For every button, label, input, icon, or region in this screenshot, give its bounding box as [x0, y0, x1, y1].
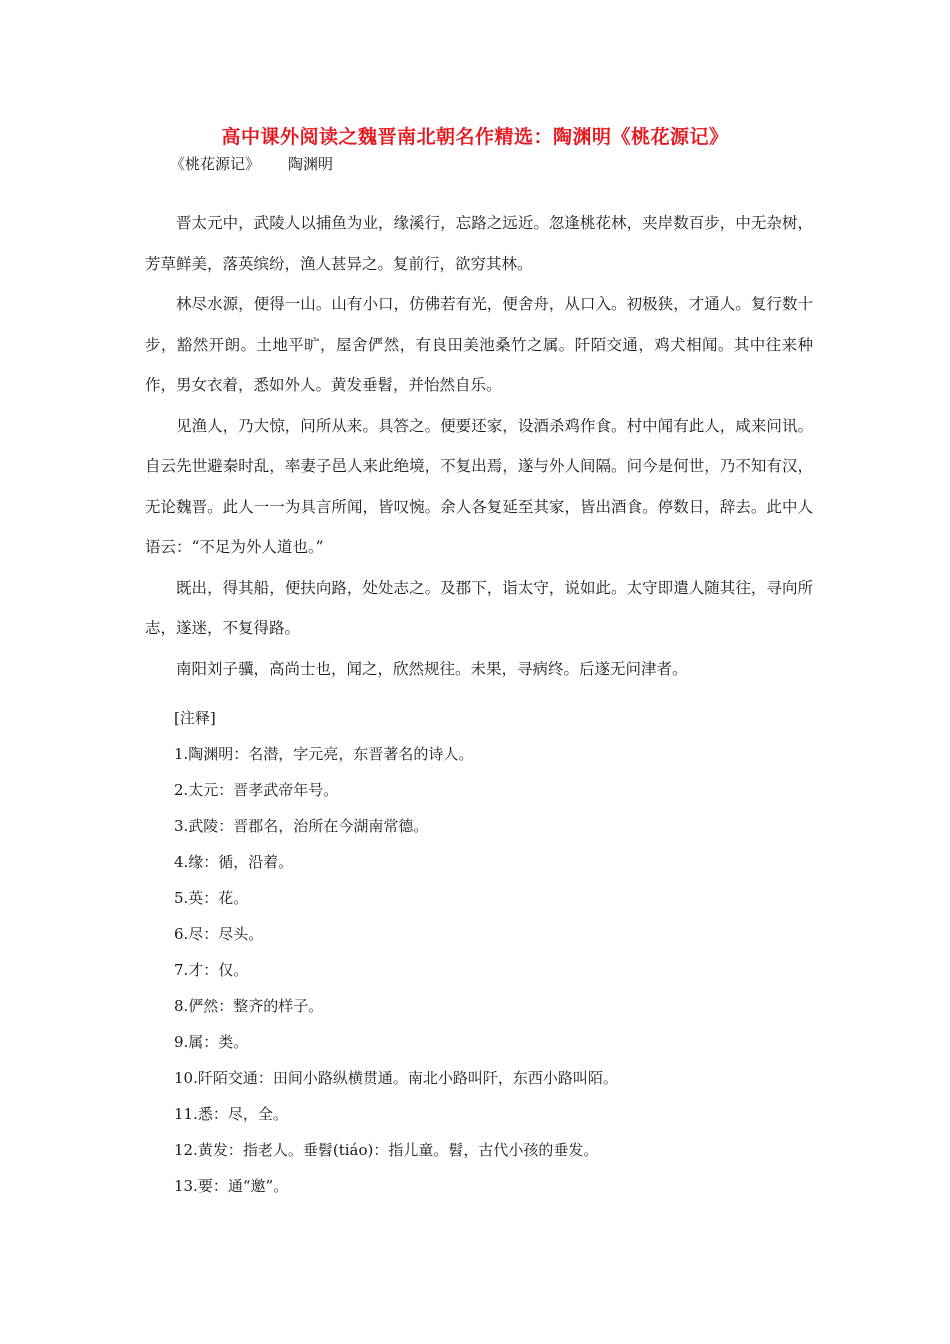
note-item: 6.尽：尽头。 [174, 925, 264, 943]
note-item: 8.俨然：整齐的样子。 [174, 997, 324, 1015]
note-item: 3.武陵：晋郡名，治所在今湖南常德。 [174, 817, 429, 835]
main-text [145, 203, 813, 689]
work-title: 《桃花源记》 [170, 155, 261, 173]
note-item: 5.英：花。 [174, 889, 249, 907]
note-item: 9.属：类。 [174, 1033, 249, 1051]
note-item: 12.黄发：指老人。垂髫(tiáo)：指儿童。髫，古代小孩的垂发。 [174, 1141, 599, 1159]
document-subtitle [170, 153, 333, 174]
paragraph: 晋太元中，武陵人以捕鱼为业，缘溪行，忘路之远近。忽逢桃花林，夹岸数百步，中无杂树，芳草鲜美，落英缤纷，渔人甚异之。复前行，欲穷其林。 [145, 214, 813, 273]
note-item: 1.陶渊明：名潜，字元亮，东晋著名的诗人。 [174, 745, 474, 763]
notes-section [174, 700, 814, 1204]
notes-heading: [注释] [174, 709, 216, 727]
document-title: 高中课外阅读之魏晋南北朝名作精选：陶渊明《桃花源记》 [221, 126, 729, 148]
paragraph: 见渔人，乃大惊，问所从来。具答之。便要还家，设酒杀鸡作食。村中闻有此人，咸来问讯。自云先世避秦时乱，率妻子邑人来此绝境，不复出焉，遂与外人间隔。问今是何世，乃不知有汉，无论魏晋。此人一一为具言所闻，皆叹惋。余人各复延至其家，皆出酒食。停数日，辞去。此中人语云：“不足为外人道也。” [145, 416, 813, 556]
paragraph: 既出，得其船，便扶向路，处处志之。及郡下，诣太守，说如此。太守即遣人随其往，寻向所志，遂迷，不复得路。 [145, 578, 813, 637]
note-item: 4.缘：循，沿着。 [174, 853, 294, 871]
paragraph: 林尽水源，便得一山。山有小口，仿佛若有光，便舍舟，从口入。初极狭，才通人。复行数十步，豁然开朗。土地平旷，屋舍俨然，有良田美池桑竹之属。阡陌交通，鸡犬相闻。其中往来种作，男女衣着，悉如外人。黄发垂髫，并怡然自乐。 [145, 295, 813, 394]
note-item: 7.才：仅。 [174, 961, 249, 979]
paragraph: 南阳刘子骥，高尚士也，闻之，欣然规往。未果，寻病终。后遂无问津者。 [176, 659, 688, 678]
note-item: 10.阡陌交通：田间小路纵横贯通。南北小路叫阡，东西小路叫陌。 [174, 1069, 618, 1087]
note-item: 11.悉：尽，全。 [174, 1105, 288, 1123]
note-item: 13.要：通“邀”。 [174, 1177, 289, 1195]
author-name: 陶渊明 [288, 155, 334, 173]
note-item: 2.太元：晋孝武帝年号。 [174, 781, 339, 799]
